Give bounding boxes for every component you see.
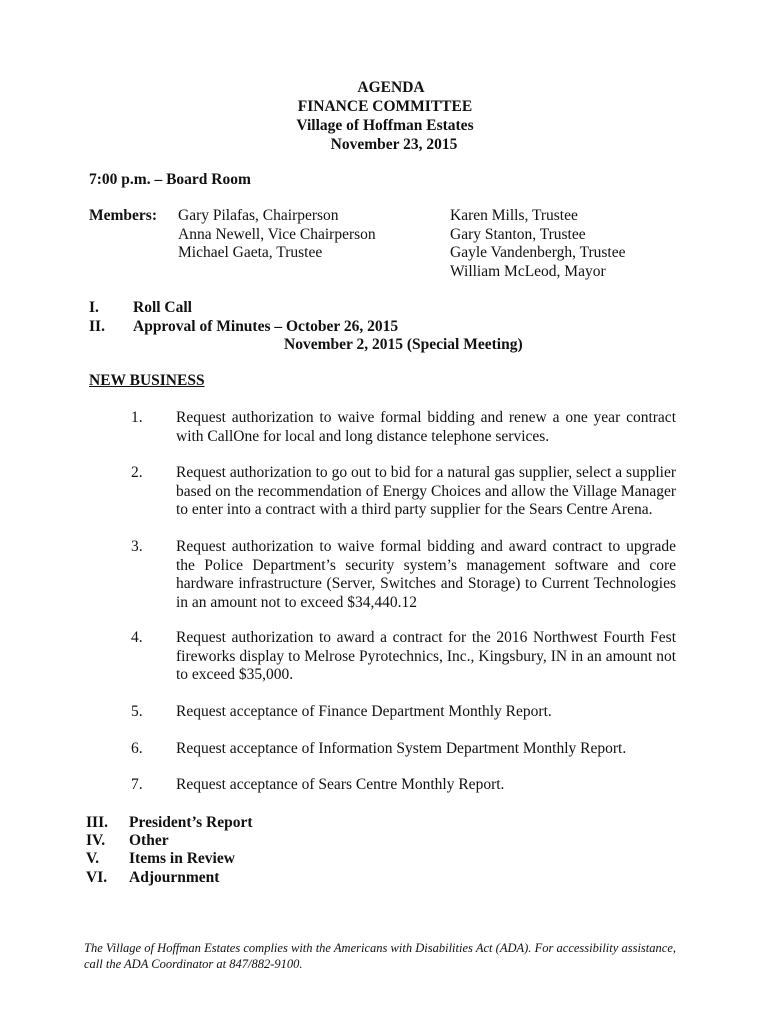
member-name: Gary Stanton, Trustee [450,225,586,243]
ada-notice: The Village of Hoffman Estates complies with the Americans with Disabilities Act (ADA). For accessibility assistance, call the ADA Coordinator at 847/882-9100. [84,941,676,971]
item-text: Request authorization to waive formal bidding and renew a one year contract with CallOne for local and long distance telephone services. [176,409,676,445]
agenda-page: AGENDA FINANCE COMMITTEE Village of Hoffman Estates November 23, 2015 7:00 p.m. – Board Room Members: Gary Pilafas, Chairperson Anna Newell, Vice Chairperson Michael Gaeta, Trustee Karen Mills, Trustee Gary Stanton, Trustee Gayle Vandenbergh, Trustee William McLeod, Mayor I. Roll Call II. Approval of Minutes – October 26, 2015 November 2, 2015 (Special Meeting) NEW BUSINESS 1. Request authorization to waive formal bidding and renew a one year contract with CallOne for local and long distance telephone services. 2. Request authorization to go out to bid for a natural gas supplier, select a supplier based on the recommendation of Energy Choices and allow the Village Manager to enter into a contract with a third party supplier for the Sears Centre Arena. 3. Request authorization to waive formal bidding and award contract to upgrade the Police Department’s security system’s management software and core hardware infrastructure (Server, Switches and Storage) to Current Technologies in an amount not to exceed $34,440.12 4. Request authorization to award a contract for the 2016 Northwest Fourth Fest fireworks display to Melrose Pyrotechnics, Inc., Kingsbury, IN in an amount not to exceed $35,000. 5. Request acceptance of Finance Department Monthly Report. 6. Request acceptance of Information System Department Monthly Report. 7. Request acceptance of Sears Centre Monthly Report. III. President’s Report IV. Other V. Items in Review VI. Adjournment The Village of Hoffman Estates complies with the Americans with Disabilities Act (ADA). For accessibility assistance, call the ADA Coordinator at 847/882-9100. [0,0,770,1024]
section-number: III. [86,814,108,831]
village-name: Village of Hoffman Estates [296,117,474,134]
new-business-heading: NEW BUSINESS [89,372,205,389]
agenda-title: AGENDA [357,79,425,96]
members-left-column [178,207,376,263]
member-name: William McLeod, Mayor [450,262,606,280]
item-text: Request authorization to go out to bid for a natural gas supplier, select a supplier based on the recommendation of Energy Choices and allow the Village Manager to enter into a contract with a third party supplier for the Sears Centre Arena. [176,464,676,518]
member-name: Anna Newell, Vice Chairperson [178,225,376,243]
section-title: Adjournment [129,869,220,886]
item-number: 3. [131,538,143,555]
section-title: President’s Report [129,814,253,831]
members-label: Members: [89,207,157,224]
section-title: Roll Call [133,299,192,316]
agenda-header [0,78,770,154]
member-name: Michael Gaeta, Trustee [178,244,323,261]
members-right-column [450,207,626,281]
member-name: Karen Mills, Trustee [450,207,578,224]
meeting-date: November 23, 2015 [330,136,458,153]
member-name: Gayle Vandenbergh, Trustee [450,244,626,261]
item-number: 5. [131,703,143,720]
section-title: Other [129,832,169,849]
item-number: 6. [131,740,143,757]
section-number: II. [89,318,105,335]
section-number: I. [89,299,99,316]
item-text: Request authorization to award a contract for the 2016 Northwest Fourth Fest fireworks display to Melrose Pyrotechnics, Inc., Kingsbury, IN in an amount not to exceed $35,000. [176,629,676,683]
item-text: Request acceptance of Sears Centre Monthly Report. [176,776,505,793]
time-location: 7:00 p.m. – Board Room [89,171,251,188]
item-number: 4. [131,629,143,646]
item-text: Request acceptance of Information System Department Monthly Report. [176,740,627,757]
section-number: V. [86,850,100,867]
item-text: Request acceptance of Finance Department Monthly Report. [176,703,552,720]
member-name: Gary Pilafas, Chairperson [178,207,339,224]
section-title: Approval of Minutes – October 26, 2015 [133,318,399,335]
item-text: Request authorization to waive formal bidding and award contract to upgrade the Police Department’s security system’s management software and core hardware infrastructure (Server, Switches and Storage) to Current Technologies in an amount not to exceed $34,440.12 [176,538,676,611]
item-number: 2. [131,464,143,481]
section-number: IV. [86,832,106,849]
section-number: VI. [86,869,108,886]
committee-name: FINANCE COMMITTEE [297,98,473,115]
item-number: 1. [131,409,143,426]
section-title: Items in Review [129,850,235,867]
item-number: 7. [131,776,143,793]
